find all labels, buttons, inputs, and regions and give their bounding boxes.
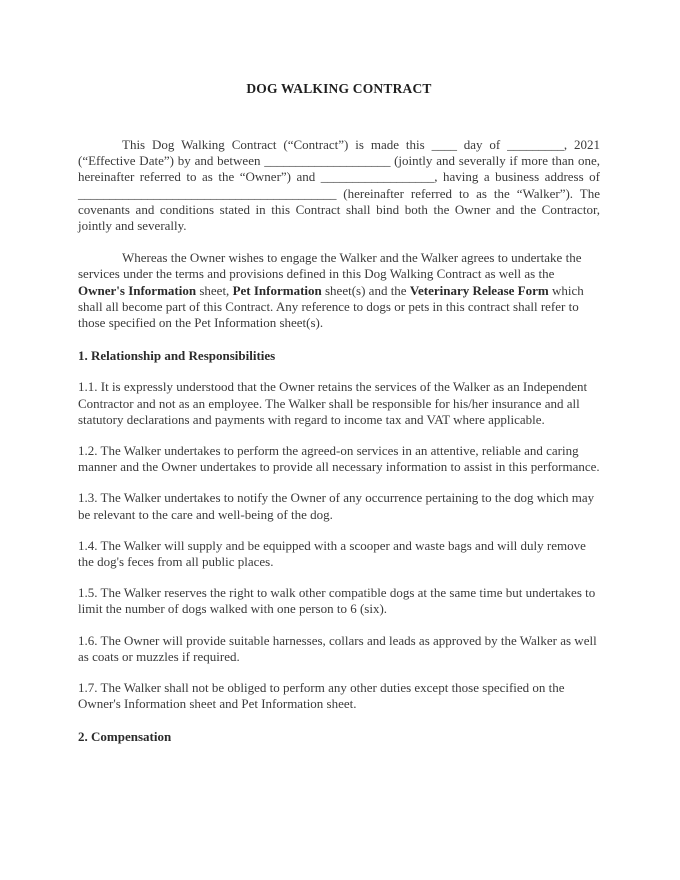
preamble-text-3: , 2021 (“Effective Date”) by and between — [78, 137, 600, 169]
spacer — [78, 523, 600, 538]
spacer — [78, 428, 600, 443]
blank-month: _________ — [507, 137, 564, 152]
section-heading-1: 1. Relationship and Responsibilities — [78, 348, 276, 364]
spacer — [78, 618, 600, 633]
clause-1-7: 1.7. The Walker shall not be obliged to perform any other duties except those specified on the Owner's Information sheet and Pet Information sheet. — [78, 680, 565, 712]
section-heading-2: 2. Compensation — [78, 729, 172, 745]
whereas-text-3: sheet(s) and the — [321, 282, 410, 298]
pet-information-term: Pet Information — [232, 282, 322, 298]
spacer — [78, 475, 600, 490]
blank-day: ____ — [431, 137, 457, 152]
spacer — [78, 364, 600, 379]
preamble-text-2: day of — [456, 137, 508, 152]
blank-walker-name: __________________ — [320, 169, 435, 185]
spacer — [78, 234, 600, 250]
spacer — [78, 97, 600, 137]
document-content — [78, 0, 600, 746]
preamble-text-6: (hereinafter referred to as the “Walker”). The covenants and conditions stated in this Contract shall bind both the Owner and the Contractor, jointly and severally. — [78, 185, 600, 234]
spacer — [78, 570, 600, 585]
clause-1-5: 1.5. The Walker reserves the right to walk other compatible dogs at the same time but undertakes to limit the number of dogs walked with one person to 6 (six). — [78, 585, 596, 617]
paragraph-whereas — [78, 250, 600, 331]
clause-1-4: 1.4. The Walker will supply and be equipped with a scooper and waste bags and will duly remove the dog's feces from all public places. — [78, 537, 586, 570]
spacer — [78, 665, 600, 680]
clause-1-3: 1.3. The Walker undertakes to notify the Owner of any occurrence pertaining to the dog which may be relevant to the care and well-being of the dog. — [78, 490, 595, 522]
clause-1-6: 1.6. The Owner will provide suitable harnesses, collars and leads as approved by the Walker as well as coats or muzzles if required. — [78, 632, 597, 664]
whereas-text-1: Whereas the Owner wishes to engage the Walker and the Walker agrees to undertake the services under the terms and provisions defined in this Dog Walking Contract as well as the — [78, 250, 582, 282]
blank-owner-name: ____________________ — [264, 153, 391, 169]
page-title: DOG WALKING CONTRACT — [246, 81, 432, 96]
spacer — [78, 712, 600, 729]
whereas-text-4: which shall all become part of this Contract. Any reference to dogs or pets in this contract shall refer to those specified on the Pet Information sheet(s). — [78, 282, 584, 331]
paragraph-preamble — [78, 137, 600, 234]
preamble-text-1: This Dog Walking Contract (“Contract”) is made this — [122, 137, 432, 152]
blank-walker-address: _________________________________________ — [78, 185, 337, 201]
clause-1-2: 1.2. The Walker undertakes to perform the agreed-on services in an attentive, reliable and caring manner and the Owner undertakes to provide all necessary information to assist in this performance. — [78, 443, 600, 475]
owners-information-term: Owner's Information — [78, 282, 197, 298]
preamble-text-4: (jointly and severally if more than one, hereinafter referred to as the “Owner”) and — [78, 153, 600, 185]
clause-1-1: 1.1. It is expressly understood that the Owner retains the services of the Walker as an Independent Contractor and not as an employee. The Walker shall be responsible for his/her insurance and all statutory declarations and payments with regard to income tax and VAT where applicable. — [78, 379, 588, 427]
whereas-text-2: sheet, — [196, 282, 233, 298]
veterinary-release-form-term: Veterinary Release Form — [409, 282, 549, 298]
spacer — [78, 331, 600, 348]
preamble-text-5: , having a business address of — [434, 169, 600, 185]
